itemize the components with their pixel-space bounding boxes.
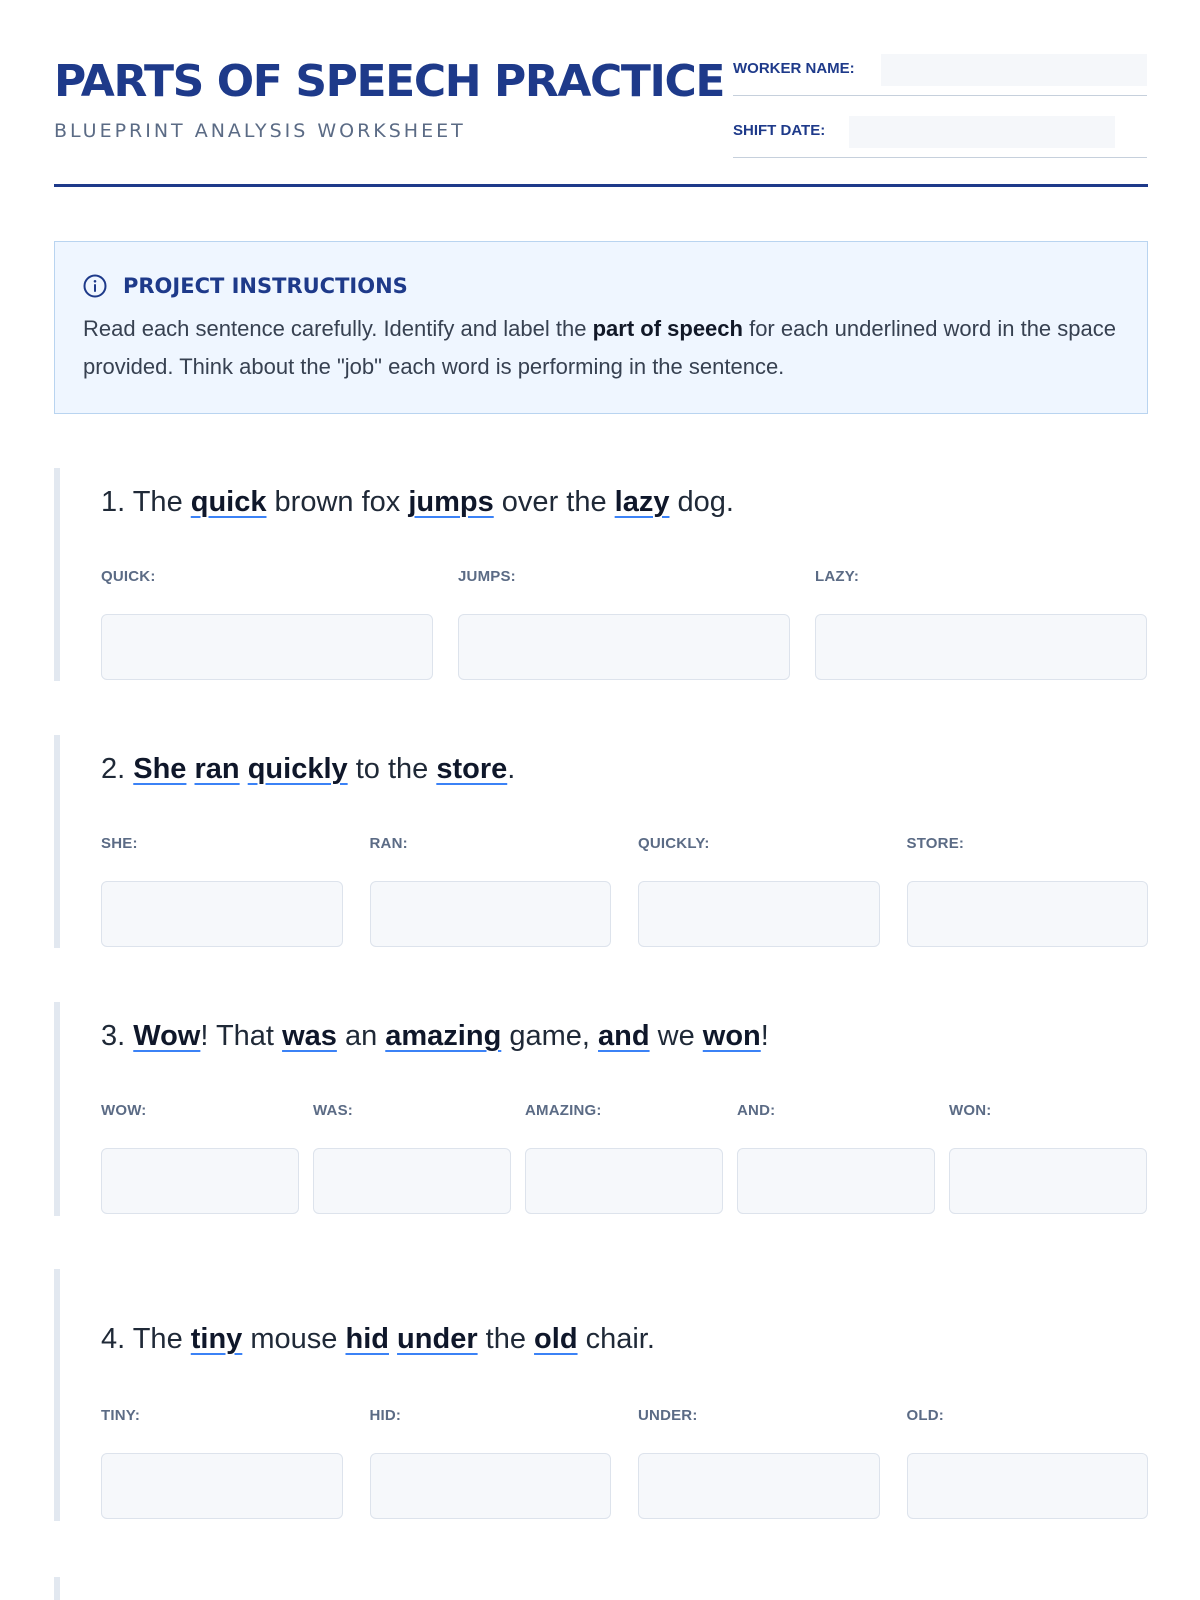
- answer-label: AND:: [737, 1102, 776, 1119]
- answer-label: QUICKLY:: [638, 835, 710, 852]
- answer-label: QUICK:: [101, 568, 156, 585]
- answer-input[interactable]: [101, 1148, 299, 1214]
- shift-date-row: [733, 116, 1147, 158]
- answer-label: SHE:: [101, 835, 138, 852]
- sentence-text: The: [125, 1323, 191, 1355]
- answer-input[interactable]: [907, 1453, 1149, 1519]
- answer-input[interactable]: [525, 1148, 723, 1214]
- answer-input[interactable]: [949, 1148, 1147, 1214]
- instructions-text-emphasis: part of speech: [592, 316, 743, 341]
- worker-name-label: WORKER NAME:: [733, 60, 855, 77]
- worker-name-row: [733, 54, 1147, 96]
- answer-field: [815, 568, 1147, 680]
- sentence-text: to the: [347, 753, 437, 785]
- exercise-number: 4.: [101, 1323, 126, 1355]
- answer-field: [313, 1102, 511, 1214]
- answer-label: WOW:: [101, 1102, 147, 1119]
- sentence-text: brown fox: [266, 486, 409, 518]
- sentence-text: !: [760, 1020, 769, 1052]
- answer-input[interactable]: [458, 614, 790, 680]
- target-word: under: [397, 1323, 478, 1355]
- answer-label: WAS:: [313, 1102, 353, 1119]
- answer-field: [370, 835, 612, 947]
- target-word: jumps: [408, 486, 494, 518]
- answer-fields: [101, 835, 1148, 947]
- exercise-5-partial: [54, 1577, 1148, 1600]
- shift-date-input[interactable]: [849, 116, 1115, 148]
- answer-input[interactable]: [313, 1148, 511, 1214]
- target-word: amazing: [385, 1020, 502, 1052]
- target-word: Wow: [133, 1020, 201, 1052]
- answer-input[interactable]: [370, 881, 612, 947]
- target-word: was: [282, 1020, 337, 1052]
- target-word: quick: [190, 486, 267, 518]
- target-word: She: [133, 753, 187, 785]
- sentence-text: [389, 1323, 397, 1355]
- instructions-text-start: Read each sentence carefully. Identify and label the: [83, 316, 593, 341]
- instructions-title: PROJECT INSTRUCTIONS: [123, 274, 408, 298]
- page-title: PARTS OF SPEECH PRACTICE: [54, 56, 725, 107]
- worker-name-input[interactable]: [881, 54, 1147, 86]
- answer-label: OLD:: [906, 1407, 944, 1424]
- sentence-text: the: [477, 1323, 535, 1355]
- answer-fields: [101, 568, 1148, 680]
- answer-field: [101, 1407, 343, 1519]
- sentence-text: game,: [501, 1020, 599, 1052]
- answer-field: [737, 1102, 935, 1214]
- target-word: ran: [194, 753, 240, 785]
- answer-field: [101, 835, 343, 947]
- answer-field: [525, 1102, 723, 1214]
- instructions-text: [83, 310, 1123, 386]
- shift-date-label: SHIFT DATE:: [733, 122, 826, 139]
- exercise-sentence: [101, 753, 515, 786]
- target-word: store: [436, 753, 508, 785]
- exercise-sentence: [101, 1020, 769, 1053]
- exercise-1: [54, 468, 1148, 681]
- instructions-box: [54, 241, 1148, 414]
- exercise-number: 3.: [101, 1020, 126, 1052]
- exercise-3: [54, 1002, 1148, 1216]
- answer-label: WON:: [949, 1102, 992, 1119]
- answer-input[interactable]: [101, 614, 433, 680]
- sentence-text: The: [125, 486, 191, 518]
- instructions-header: [83, 274, 408, 298]
- exercise-sentence: [101, 486, 734, 519]
- answer-field: [370, 1407, 612, 1519]
- answer-input[interactable]: [815, 614, 1147, 680]
- answer-input[interactable]: [638, 1453, 880, 1519]
- answer-fields: [101, 1102, 1148, 1214]
- answer-label: UNDER:: [638, 1407, 698, 1424]
- answer-label: LAZY:: [815, 568, 860, 585]
- answer-label: JUMPS:: [458, 568, 516, 585]
- page-subtitle: BLUEPRINT ANALYSIS WORKSHEET: [54, 120, 466, 142]
- answer-field: [458, 568, 790, 680]
- exercise-number: 1.: [101, 486, 126, 518]
- answer-label: HID:: [369, 1407, 402, 1424]
- answer-label: RAN:: [369, 835, 408, 852]
- target-word: quickly: [247, 753, 348, 785]
- sentence-text: [186, 753, 194, 785]
- target-word: tiny: [190, 1323, 243, 1355]
- answer-field: [638, 1407, 880, 1519]
- target-word: and: [598, 1020, 650, 1052]
- exercise-sentence: [101, 1323, 655, 1356]
- sentence-text: ! That: [200, 1020, 283, 1052]
- sentence-text: an: [336, 1020, 386, 1052]
- answer-field: [949, 1102, 1147, 1214]
- exercise-4: [54, 1269, 1148, 1521]
- answer-fields: [101, 1407, 1148, 1519]
- answer-label: AMAZING:: [525, 1102, 602, 1119]
- instructions-text-end: for each underlined word in the space provided. Think about the "job" each word is performing in the sentence.: [83, 316, 1116, 379]
- answer-field: [101, 1102, 299, 1214]
- target-word: hid: [345, 1323, 389, 1355]
- answer-field: [101, 568, 433, 680]
- answer-input[interactable]: [101, 881, 343, 947]
- info-circle-icon: [83, 274, 107, 298]
- answer-input[interactable]: [101, 1453, 343, 1519]
- target-word: lazy: [614, 486, 670, 518]
- answer-field: [907, 835, 1149, 947]
- target-word: old: [534, 1323, 578, 1355]
- exercise-2: [54, 735, 1148, 948]
- sentence-text: .: [507, 753, 516, 785]
- exercise-number: 2.: [101, 753, 126, 785]
- answer-input[interactable]: [638, 881, 880, 947]
- sentence-text: we: [649, 1020, 703, 1052]
- sentence-text: mouse: [242, 1323, 346, 1355]
- target-word: won: [702, 1020, 761, 1052]
- sentence-text: dog.: [669, 486, 734, 518]
- answer-input[interactable]: [737, 1148, 935, 1214]
- answer-field: [907, 1407, 1149, 1519]
- answer-input[interactable]: [907, 881, 1149, 947]
- answer-label: TINY:: [101, 1407, 141, 1424]
- answer-field: [638, 835, 880, 947]
- answer-input[interactable]: [370, 1453, 612, 1519]
- header-divider: [54, 184, 1148, 187]
- sentence-text: chair.: [577, 1323, 655, 1355]
- sentence-text: over the: [493, 486, 615, 518]
- answer-label: STORE:: [906, 835, 965, 852]
- sentence-text: [240, 753, 248, 785]
